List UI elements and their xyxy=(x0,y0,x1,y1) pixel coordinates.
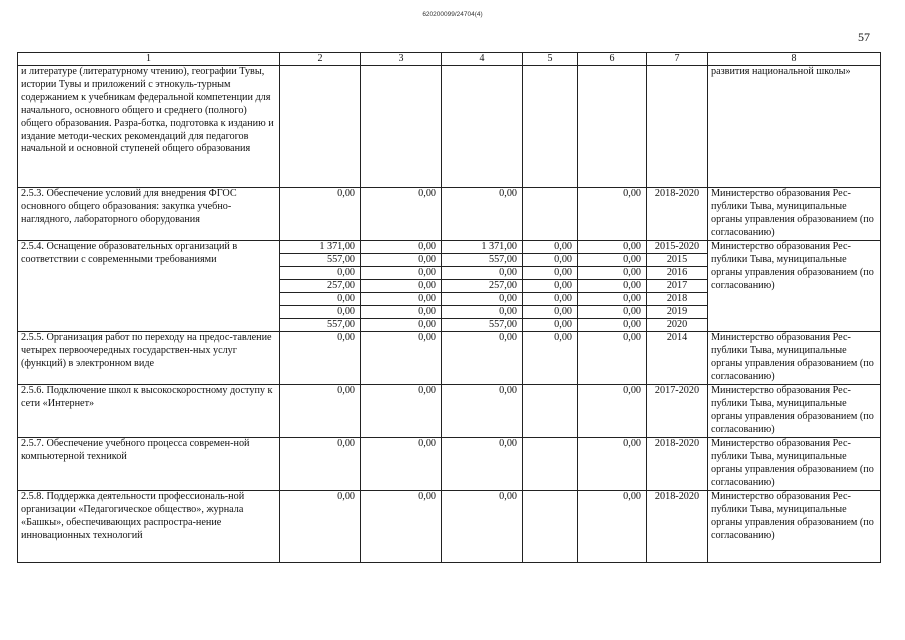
column-number: 4 xyxy=(442,53,523,66)
period-cell: 2018-2020 xyxy=(647,188,708,241)
federal-cell: 0,00 xyxy=(361,385,442,438)
other-cell: 0,00 xyxy=(578,491,647,563)
federal-cell: 0,00 xyxy=(361,293,442,306)
activity-name: 2.5.4. Оснащение образовательных организаций в соответствии с современными требованиями xyxy=(18,241,280,332)
republic-cell: 257,00 xyxy=(442,280,523,293)
municipal-cell: 0,00 xyxy=(523,319,578,332)
federal-cell: 0,00 xyxy=(361,438,442,491)
municipal-cell: 0,00 xyxy=(523,267,578,280)
page-number: 57 xyxy=(858,30,870,44)
column-number: 1 xyxy=(18,53,280,66)
federal-cell: 0,00 xyxy=(361,267,442,280)
other-cell: 0,00 xyxy=(578,280,647,293)
municipal-cell: 0,00 xyxy=(523,332,578,385)
federal-cell: 0,00 xyxy=(361,280,442,293)
republic-cell: 0,00 xyxy=(442,332,523,385)
total-cell: 0,00 xyxy=(280,293,361,306)
executor: Министерство образования Рес-публики Тыва, муниципальные органы управления образованием (по согласованию) xyxy=(708,491,881,563)
total-cell: 1 371,00 xyxy=(280,241,361,254)
column-number: 2 xyxy=(280,53,361,66)
republic-cell: 0,00 xyxy=(442,385,523,438)
municipal-cell xyxy=(523,188,578,241)
total-cell: 557,00 xyxy=(280,254,361,267)
table-row xyxy=(18,66,881,188)
other-cell: 0,00 xyxy=(578,319,647,332)
republic-cell: 0,00 xyxy=(442,438,523,491)
municipal-cell xyxy=(523,385,578,438)
activity-name: и литературе (литературному чтению), географии Тувы, истории Тувы и приложений с этнокуль-турным содержанием к учебникам федеральной компетенции для начального, основного общего и среднего (полного) общего образования. Разра-ботка, подготовка к изданию и издание методи-ческих рекомендаций для педагогов начальной и основной ступеней общего образования xyxy=(18,66,280,188)
activity-name: 2.5.3. Обеспечение условий для внедрения ФГОС основного общего образования: закупка учебно-наглядного, лабораторного оборудования xyxy=(18,188,280,241)
other-cell: 0,00 xyxy=(578,254,647,267)
period-cell: 2016 xyxy=(647,267,708,280)
republic-cell: 557,00 xyxy=(442,254,523,267)
other-cell: 0,00 xyxy=(578,332,647,385)
activity-name: 2.5.5. Организация работ по переходу на предос-тавление четырех первоочередных государствен-ных услуг (функций) в электронном виде xyxy=(18,332,280,385)
republic-cell: 0,00 xyxy=(442,293,523,306)
period-cell: 2018-2020 xyxy=(647,438,708,491)
municipal-cell xyxy=(523,438,578,491)
period-cell: 2019 xyxy=(647,306,708,319)
table-row xyxy=(18,188,881,241)
federal-cell: 0,00 xyxy=(361,306,442,319)
total-cell: 0,00 xyxy=(280,332,361,385)
total-cell: 0,00 xyxy=(280,188,361,241)
period-cell: 2015-2020 xyxy=(647,241,708,254)
municipal-cell: 0,00 xyxy=(523,280,578,293)
other-cell: 0,00 xyxy=(578,385,647,438)
table-header xyxy=(18,53,881,66)
period-cell: 2015 xyxy=(647,254,708,267)
executor: Министерство образования Рес-публики Тыва, муниципальные органы управления образованием (по согласованию) xyxy=(708,438,881,491)
total-cell: 257,00 xyxy=(280,280,361,293)
executor: Министерство образования Рес-публики Тыва, муниципальные органы управления образованием (по согласованию) xyxy=(708,188,881,241)
other-cell: 0,00 xyxy=(578,267,647,280)
federal-cell: 0,00 xyxy=(361,491,442,563)
federal-cell: 0,00 xyxy=(361,241,442,254)
table-row xyxy=(18,332,881,385)
other-cell: 0,00 xyxy=(578,438,647,491)
other-cell: 0,00 xyxy=(578,188,647,241)
period-cell: 2017-2020 xyxy=(647,385,708,438)
republic-cell: 557,00 xyxy=(442,319,523,332)
table-row xyxy=(18,491,881,563)
other-cell: 0,00 xyxy=(578,241,647,254)
table-row xyxy=(18,438,881,491)
municipal-cell: 0,00 xyxy=(523,293,578,306)
executor: Министерство образования Рес-публики Тыва, муниципальные органы управления образованием (по согласованию) xyxy=(708,241,881,332)
activity-name: 2.5.8. Поддержка деятельности профессиональ-ной организации «Педагогическое общество», журнала «Башкы», обеспечивающих распростра-нение инновационных технологий xyxy=(18,491,280,563)
federal-cell: 0,00 xyxy=(361,254,442,267)
republic-cell: 1 371,00 xyxy=(442,241,523,254)
other-cell: 0,00 xyxy=(578,306,647,319)
period-cell: 2018 xyxy=(647,293,708,306)
municipal-cell: 0,00 xyxy=(523,241,578,254)
total-cell: 0,00 xyxy=(280,267,361,280)
table-row xyxy=(18,241,881,254)
republic-cell: 0,00 xyxy=(442,188,523,241)
republic-cell: 0,00 xyxy=(442,491,523,563)
total-cell: 0,00 xyxy=(280,306,361,319)
republic-cell: 0,00 xyxy=(442,267,523,280)
executor: Министерство образования Рес-публики Тыва, муниципальные органы управления образованием (по согласованию) xyxy=(708,385,881,438)
federal-cell: 0,00 xyxy=(361,188,442,241)
period-cell: 2014 xyxy=(647,332,708,385)
period-cell: 2017 xyxy=(647,280,708,293)
table-row xyxy=(18,385,881,438)
executor: развития национальной школы» xyxy=(708,66,881,188)
column-number: 5 xyxy=(523,53,578,66)
column-number: 6 xyxy=(578,53,647,66)
federal-cell: 0,00 xyxy=(361,319,442,332)
period-cell: 2020 xyxy=(647,319,708,332)
total-cell: 0,00 xyxy=(280,491,361,563)
column-number: 8 xyxy=(708,53,881,66)
republic-cell: 0,00 xyxy=(442,306,523,319)
period-cell: 2018-2020 xyxy=(647,491,708,563)
column-number: 7 xyxy=(647,53,708,66)
federal-cell: 0,00 xyxy=(361,332,442,385)
activity-name: 2.5.6. Подключение школ к высокоскоростному доступу к сети «Интернет» xyxy=(18,385,280,438)
column-number: 3 xyxy=(361,53,442,66)
total-cell: 0,00 xyxy=(280,438,361,491)
document-id: 620200099/24704(4) xyxy=(422,11,483,18)
other-cell: 0,00 xyxy=(578,293,647,306)
total-cell: 557,00 xyxy=(280,319,361,332)
municipal-cell xyxy=(523,491,578,563)
activity-name: 2.5.7. Обеспечение учебного процесса современ-ной компьютерной техникой xyxy=(18,438,280,491)
municipal-cell: 0,00 xyxy=(523,254,578,267)
program-table xyxy=(17,52,881,563)
executor: Министерство образования Рес-публики Тыва, муниципальные органы управления образованием (по согласованию) xyxy=(708,332,881,385)
municipal-cell: 0,00 xyxy=(523,306,578,319)
total-cell: 0,00 xyxy=(280,385,361,438)
